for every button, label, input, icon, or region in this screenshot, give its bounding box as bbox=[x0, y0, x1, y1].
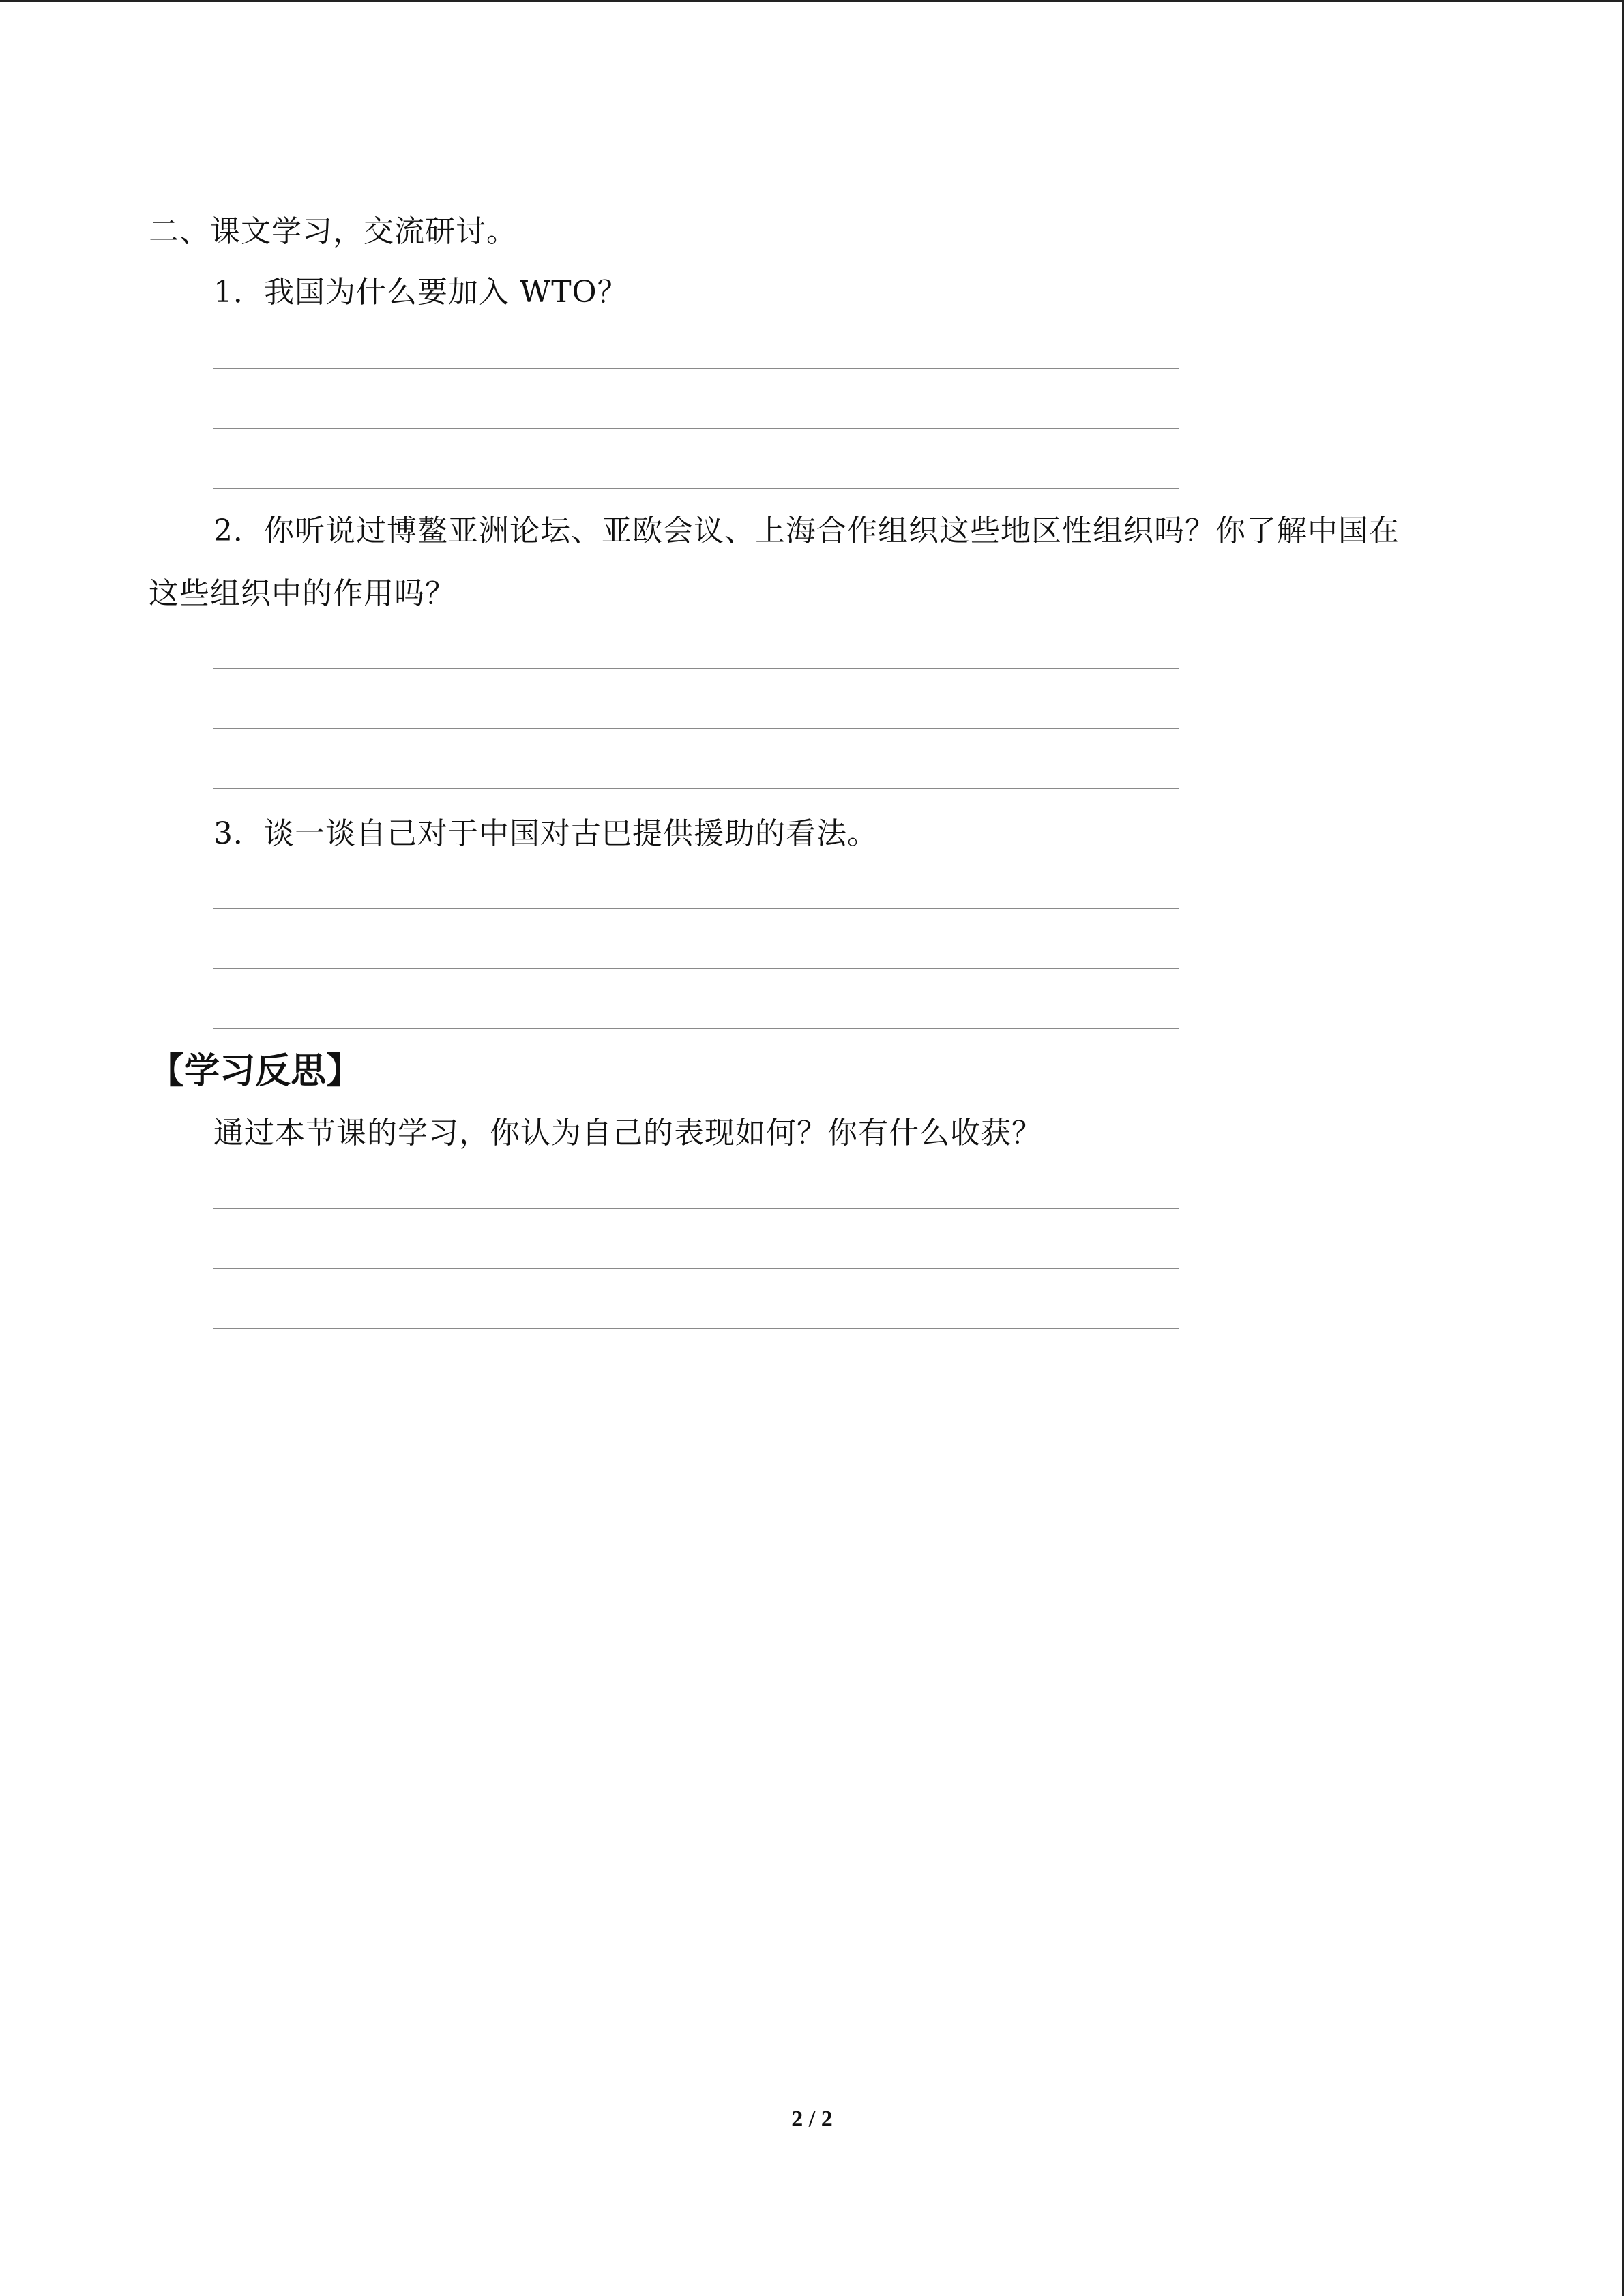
answer-line-q2-1[interactable] bbox=[213, 668, 1179, 669]
answer-line-reflection-1[interactable] bbox=[213, 1208, 1179, 1209]
answer-line-q1-2[interactable] bbox=[213, 428, 1179, 429]
answer-line-q3-1[interactable] bbox=[213, 908, 1179, 909]
answer-line-q3-2[interactable] bbox=[213, 968, 1179, 969]
reflection-heading: 【学习反思】 bbox=[149, 1051, 362, 1092]
question-1-label: 1．我国为什么要加入 WTO？ bbox=[213, 275, 628, 310]
answer-line-q1-1[interactable] bbox=[213, 368, 1179, 369]
question-2-label-line-2: 这些组织中的作用吗？ bbox=[149, 576, 456, 611]
page-number: 2 / 2 bbox=[791, 2106, 833, 2132]
answer-line-q2-3[interactable] bbox=[213, 788, 1179, 789]
page-border-top bbox=[0, 0, 1624, 2]
answer-line-reflection-3[interactable] bbox=[213, 1328, 1179, 1329]
question-3-label: 3．谈一谈自己对于中国对古巴提供援助的看法。 bbox=[213, 816, 878, 851]
answer-line-q1-3[interactable] bbox=[213, 488, 1179, 489]
answer-line-q3-3[interactable] bbox=[213, 1028, 1179, 1029]
reflection-prompt: 通过本节课的学习，你认为自己的表现如何？你有什么收获？ bbox=[213, 1116, 1042, 1150]
question-2-label-line-1: 2．你听说过博鳌亚洲论坛、亚欧会议、上海合作组织这些地区性组织吗？你了解中国在 bbox=[213, 513, 1400, 548]
answer-line-reflection-2[interactable] bbox=[213, 1268, 1179, 1269]
section-title: 二、课文学习，交流研讨。 bbox=[149, 214, 517, 249]
answer-line-q2-2[interactable] bbox=[213, 728, 1179, 729]
